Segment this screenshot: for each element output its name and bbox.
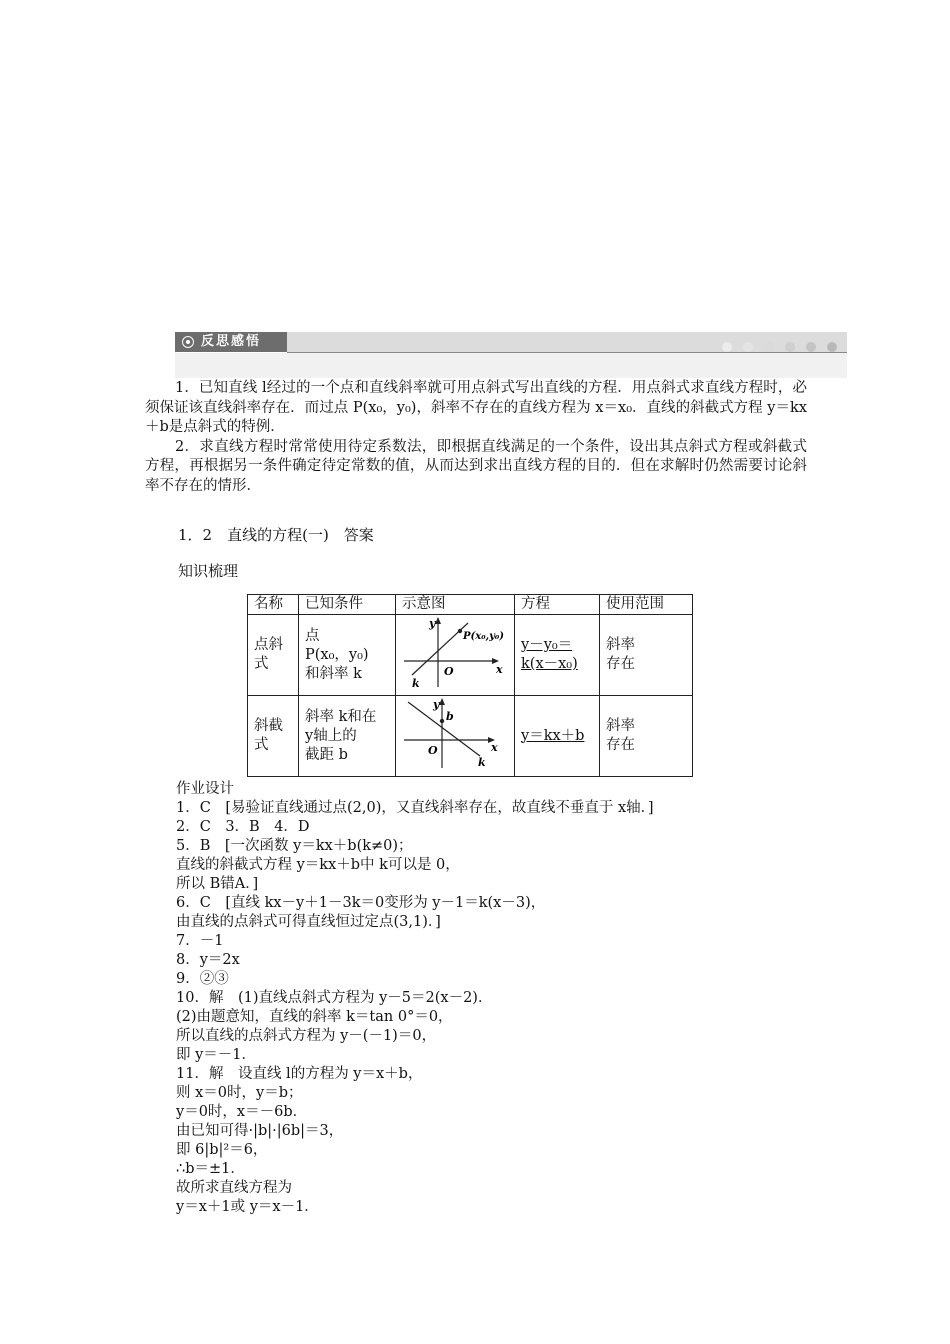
row-equation	[515, 615, 600, 696]
table-header: 名称	[248, 595, 299, 615]
knowledge-table	[247, 594, 693, 777]
k-label: k	[412, 677, 420, 689]
answer-line: 10．解 (1)直线点斜式方程为 y－5＝2(x－2)．	[176, 990, 493, 1006]
answer-line: y＝0时，x＝－6b．	[176, 1104, 308, 1120]
dot-icon	[806, 342, 816, 352]
condition-line: 和斜率 k	[305, 665, 362, 682]
y-label: y	[429, 617, 436, 630]
answer-line: 即 y＝－1．	[176, 1047, 257, 1063]
b-label: b	[446, 710, 454, 723]
p-label: P(x₀,y₀)	[463, 631, 504, 642]
dot-icon	[785, 342, 795, 352]
answer-line: 9．②③	[176, 971, 229, 987]
condition-line: 斜率 k和在	[305, 708, 377, 725]
subsection-title: 知识梳理	[178, 562, 239, 580]
row-condition	[299, 696, 396, 777]
row-name: 点斜式	[248, 615, 299, 696]
answer-line: 1．C [易验证直线通过点(2,0)，又直线斜率存在，故直线不垂直于 x轴．]	[176, 800, 654, 816]
table-header-row	[248, 595, 693, 615]
dot-icon	[827, 342, 837, 352]
answer-line: 作业设计	[176, 781, 234, 797]
line-l	[408, 702, 480, 756]
range-line: 斜率	[606, 718, 635, 734]
y-label: y	[433, 698, 440, 711]
dot-icon	[743, 342, 753, 352]
answer-line: 8．y＝2x	[176, 952, 240, 968]
answer-line: 由已知可得·|b|·|6b|＝3，	[176, 1123, 344, 1139]
answer-line: (2)由题意知，直线的斜率 k＝tan 0°＝0，	[176, 1009, 453, 1025]
answer-line: 即 6|b|²＝6，	[176, 1142, 268, 1158]
point-p	[458, 629, 462, 633]
dot-icon	[764, 342, 774, 352]
y-axis-arrow	[439, 698, 445, 705]
table-row	[248, 615, 693, 696]
condition-line: P(x₀，y₀)	[305, 646, 369, 663]
table-header: 示意图	[396, 595, 515, 615]
origin-label: O	[444, 665, 454, 678]
equation-line: y－y₀＝	[521, 637, 573, 653]
banner-label: 反思感悟	[201, 334, 262, 349]
answer-line: y＝x＋1或 y＝x－1．	[176, 1199, 319, 1215]
table-row	[248, 696, 693, 777]
row-name: 斜截式	[248, 696, 299, 777]
table-header: 已知条件	[299, 595, 396, 615]
dot-icon	[722, 342, 732, 352]
answer-line: 5．B [一次函数 y＝kx＋b(k≠0)；	[176, 838, 413, 854]
condition-line: 截距 b	[305, 746, 348, 763]
answer-line: 7．－1	[176, 933, 224, 949]
origin-label: O	[428, 744, 438, 757]
condition-line: y轴上的	[305, 727, 357, 744]
answer-line: 6．C [直线 kx－y＋1－3k＝0变形为 y－1＝k(x－3)，	[176, 895, 546, 911]
banner-divider	[287, 352, 847, 353]
banner-tag	[175, 332, 287, 352]
reflection-banner	[175, 332, 847, 378]
reflection-paragraph-1: 1．已知直线 l经过的一个点和直线斜率就可用点斜式写出直线的方程．用点斜式求直线方程时，必须保证该直线斜率存在．而过点 P(x₀，y₀)，斜率不存在的直线方程为 x＝x₀．直线的斜截式方程 y＝kx＋b是点斜式的特例．	[145, 380, 807, 435]
answer-line: 2．C 3．B 4．D	[176, 819, 310, 835]
x-label: x	[496, 663, 503, 676]
condition-line: 点	[305, 627, 320, 644]
banner-background	[175, 353, 847, 378]
range-line: 存在	[606, 656, 635, 672]
target-icon	[182, 336, 194, 348]
answer-line: 故所求直线方程为	[176, 1180, 292, 1196]
x-label: x	[491, 741, 498, 754]
equation-line: y＝kx＋b	[521, 727, 585, 744]
answer-line: 则 x＝0时，y＝b；	[176, 1085, 303, 1101]
section-title: 1．2 直线的方程(一) 答案	[178, 526, 374, 544]
slope-intercept-graph	[396, 696, 514, 770]
answer-line: 所以 B错A．]	[176, 876, 259, 892]
row-equation	[515, 696, 600, 777]
banner-dots	[711, 337, 837, 347]
row-range	[600, 615, 693, 696]
table-header: 使用范围	[600, 595, 693, 615]
y-axis-arrow	[435, 617, 441, 624]
table-header: 方程	[515, 595, 600, 615]
answer-line: 直线的斜截式方程 y＝kx＋b中 k可以是 0，	[176, 857, 460, 873]
row-condition	[299, 615, 396, 696]
reflection-paragraph-2: 2．求直线方程时常常使用待定系数法，即根据直线满足的一个条件，设出其点斜式方程或斜截式方程，再根据另一条件确定待定常数的值，从而达到求出直线方程的目的．但在求解时仍然需要讨论斜率不存在的情形．	[145, 438, 807, 494]
answer-line: 11．解 设直线 l的方程为 y＝x＋b，	[176, 1066, 423, 1082]
k-label: k	[478, 756, 486, 769]
point-slope-graph	[396, 615, 514, 689]
range-line: 存在	[606, 737, 635, 753]
answers-list	[176, 780, 654, 1217]
reflection-text	[145, 379, 807, 496]
equation-line: k(x－x₀)	[521, 656, 578, 672]
answer-line: 由直线的点斜式可得直线恒过定点(3,1)．]	[176, 914, 441, 930]
range-line: 斜率	[606, 637, 635, 653]
point-b	[440, 719, 444, 723]
point-slope-diagram	[396, 615, 515, 696]
answer-line: 所以直线的点斜式方程为 y－(－1)＝0，	[176, 1028, 437, 1044]
slope-intercept-diagram	[396, 696, 515, 777]
row-range	[600, 696, 693, 777]
answer-line: ∴b＝±1．	[176, 1161, 245, 1177]
